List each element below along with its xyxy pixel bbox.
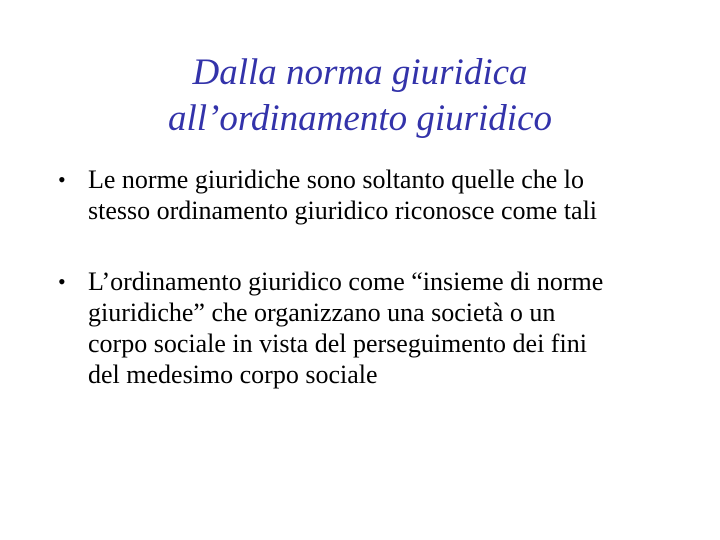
bullet-dot-icon: • — [58, 269, 66, 294]
bullet-2-line-3: corpo sociale in vista del perseguimento dei fini — [88, 329, 587, 358]
slide-title — [60, 50, 660, 142]
bullet-2-line-2: giuridiche” che organizzano una società o un — [88, 298, 556, 327]
bullet-text — [88, 164, 678, 226]
bullet-2-line-1: L’ordinamento giuridico come “insieme di norme — [88, 267, 604, 296]
bullet-item — [58, 266, 678, 390]
bullet-1-line-1: Le norme giuridiche sono soltanto quelle che lo — [88, 165, 585, 194]
title-line-1: Dalla norma giuridica — [192, 52, 528, 93]
bullet-list — [58, 164, 678, 430]
bullet-text — [88, 266, 678, 390]
bullet-dot-icon: • — [58, 167, 66, 192]
bullet-item — [58, 164, 678, 226]
bullet-2-line-4: del medesimo corpo sociale — [88, 360, 378, 389]
title-line-2: all’ordinamento giuridico — [167, 98, 553, 139]
bullet-1-line-2: stesso ordinamento giuridico riconosce come tali — [88, 196, 598, 225]
